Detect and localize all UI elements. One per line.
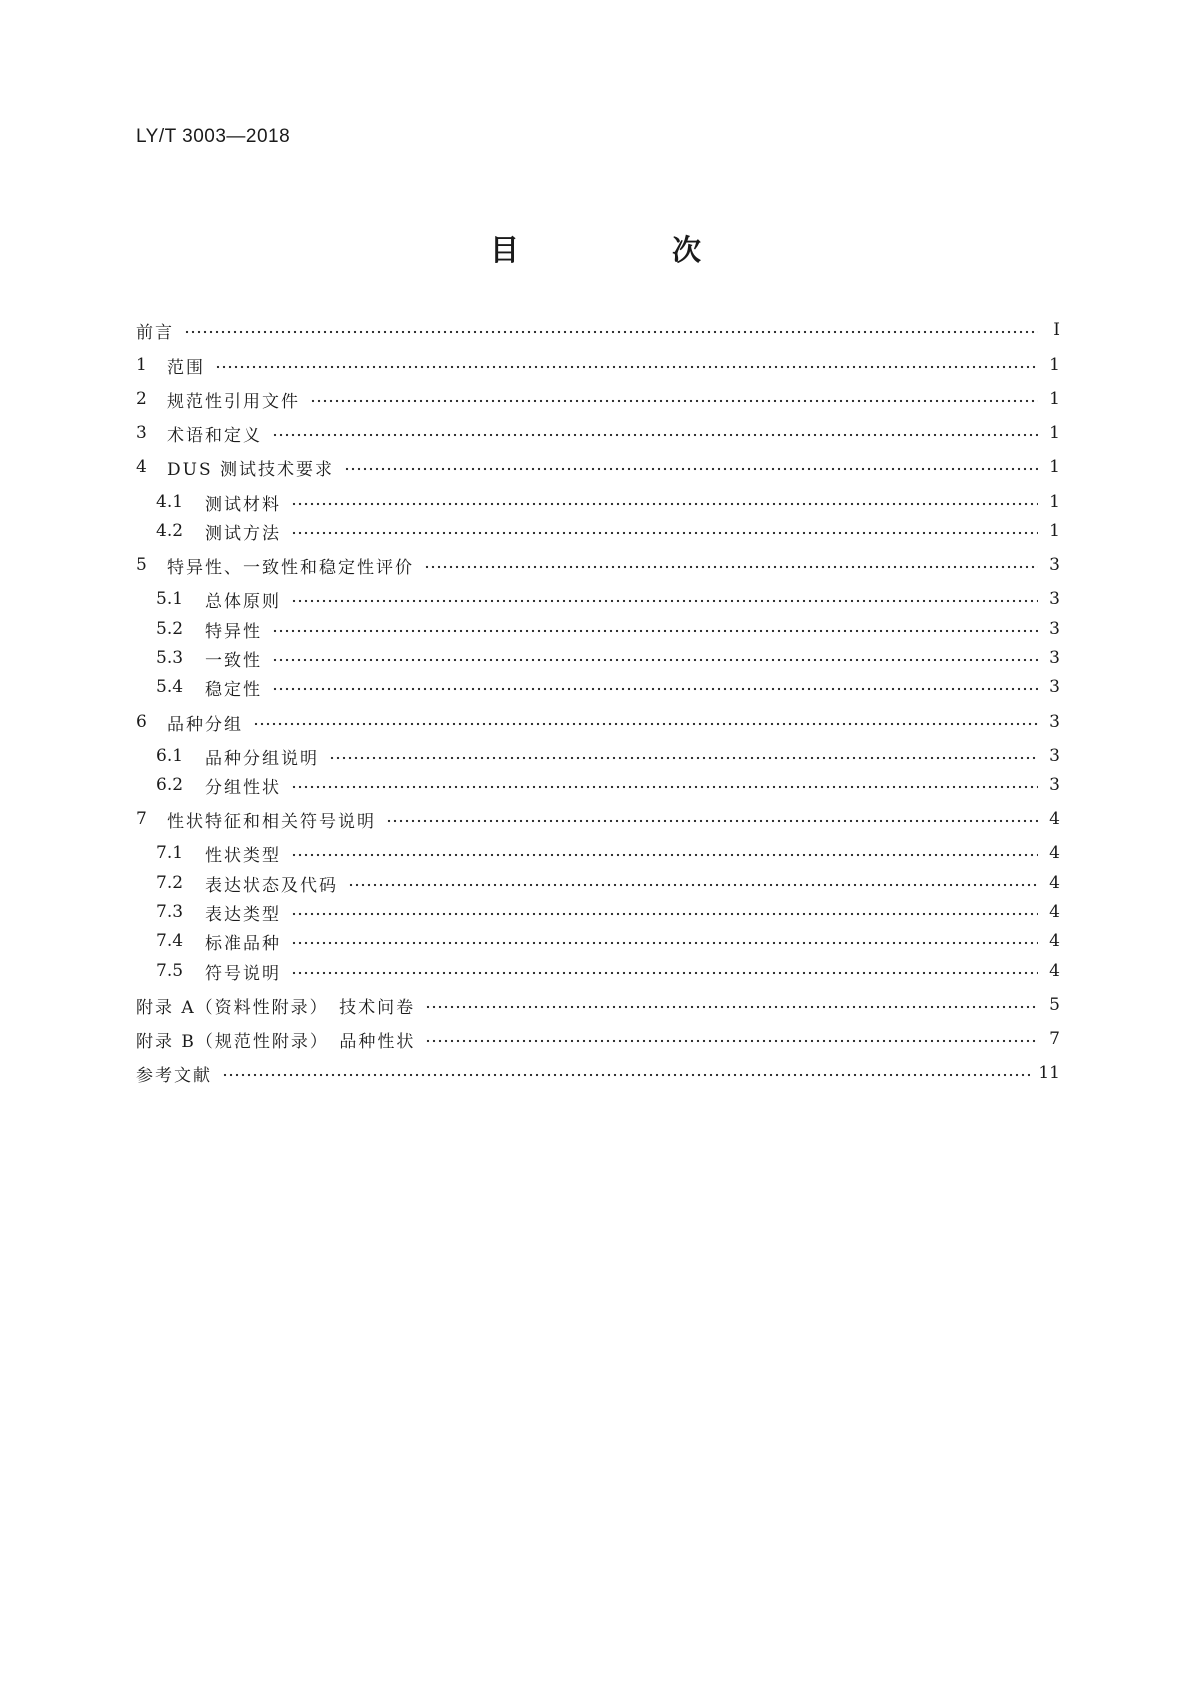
toc-entry-page: 3: [1049, 775, 1060, 795]
toc-entry-page: 3: [1049, 619, 1060, 639]
toc-dot-leader: [291, 849, 1038, 861]
toc-entry-page: 1: [1049, 355, 1060, 375]
toc-dot-leader: [272, 654, 1038, 666]
toc-entry-number: 7.2: [156, 873, 184, 893]
toc-entry-label: 附录 A（资料性附录） 技术问卷: [136, 997, 416, 1018]
toc-entry-label: 测试方法: [205, 523, 281, 544]
toc-entry-label: 分组性状: [205, 777, 281, 798]
toc-entry-number: 6.1: [156, 746, 184, 766]
toc-entry[interactable]: [136, 899, 1060, 925]
toc-entry[interactable]: [136, 454, 1060, 480]
toc-dot-leader: [348, 879, 1038, 891]
toc-entry[interactable]: [136, 317, 1060, 343]
toc-dot-leader: [291, 908, 1038, 920]
toc-dot-leader: [291, 967, 1038, 979]
toc-entry[interactable]: [136, 806, 1060, 832]
toc-entry-page: 4: [1049, 873, 1060, 893]
toc-entry-page: 1: [1049, 423, 1060, 443]
toc-entry-number: 6: [136, 712, 147, 732]
toc-entry-label: DUS 测试技术要求: [167, 459, 335, 480]
toc-entry[interactable]: [136, 992, 1060, 1018]
page-title: 目 次: [489, 233, 763, 267]
toc-entry-label: 特异性: [205, 621, 262, 642]
toc-entry-page: 4: [1049, 961, 1060, 981]
toc-entry-label: 规范性引用文件: [167, 391, 300, 412]
toc-entry-page: 3: [1049, 746, 1060, 766]
toc-entry-page: 1: [1049, 521, 1060, 541]
toc-entry-page: 3: [1049, 712, 1060, 732]
toc-entry[interactable]: [136, 870, 1060, 896]
toc-dot-leader: [291, 937, 1038, 949]
toc-entry[interactable]: [136, 616, 1060, 642]
toc-entry[interactable]: [136, 552, 1060, 578]
toc-entry-page: 3: [1049, 648, 1060, 668]
toc-entry-label: 性状类型: [205, 845, 281, 866]
toc-entry[interactable]: [136, 743, 1060, 769]
toc-entry-number: 7.1: [156, 843, 184, 863]
toc-entry-label: 性状特征和相关符号说明: [167, 811, 376, 832]
toc-entry-page: 5: [1049, 995, 1060, 1015]
toc-entry-page: Ⅰ: [1053, 320, 1060, 340]
toc-entry[interactable]: [136, 518, 1060, 544]
toc-entry[interactable]: [136, 1026, 1060, 1052]
toc-dot-leader: [272, 683, 1038, 695]
toc-entry-number: 5.2: [156, 619, 184, 639]
toc-entry-label: 标准品种: [205, 933, 281, 954]
toc-entry[interactable]: [136, 840, 1060, 866]
toc-dot-leader: [344, 463, 1038, 475]
toc-entry-label: 品种分组: [167, 714, 243, 735]
toc-entry[interactable]: [136, 928, 1060, 954]
toc-entry-number: 5.4: [156, 677, 184, 697]
toc-dot-leader: [222, 1069, 1030, 1081]
toc-entry[interactable]: [136, 645, 1060, 671]
toc-entry-page: 4: [1049, 809, 1060, 829]
toc-dot-leader: [291, 781, 1038, 793]
toc-dot-leader: [425, 1001, 1038, 1013]
toc-entry-label: 测试材料: [205, 494, 281, 515]
toc-entry[interactable]: [136, 386, 1060, 412]
toc-entry-number: 5.3: [156, 648, 184, 668]
toc-entry[interactable]: [136, 489, 1060, 515]
toc-entry[interactable]: [136, 1060, 1060, 1086]
toc-dot-leader: [310, 395, 1038, 407]
toc-entry-label: 表达类型: [205, 904, 281, 925]
toc-entry-number: 7: [136, 809, 147, 829]
toc-dot-leader: [184, 326, 1038, 338]
toc-dot-leader: [272, 429, 1038, 441]
toc-entry-number: 7.3: [156, 902, 184, 922]
toc-dot-leader: [386, 815, 1038, 827]
toc-dot-leader: [291, 498, 1038, 510]
toc-entry-label: 术语和定义: [167, 425, 262, 446]
toc-entry[interactable]: [136, 420, 1060, 446]
toc-entry-number: 1: [136, 355, 147, 375]
toc-entry-label: 表达状态及代码: [205, 875, 338, 896]
toc-dot-leader: [215, 361, 1038, 373]
toc-entry-number: 3: [136, 423, 147, 443]
toc-entry-page: 3: [1049, 589, 1060, 609]
toc-entry-label: 一致性: [205, 650, 262, 671]
toc-dot-leader: [253, 718, 1038, 730]
toc-entry[interactable]: [136, 352, 1060, 378]
toc-entry-label: 总体原则: [205, 591, 281, 612]
toc-entry-page: 1: [1049, 492, 1060, 512]
toc-entry-label: 特异性、一致性和稳定性评价: [167, 557, 414, 578]
toc-entry-page: 1: [1049, 457, 1060, 477]
toc-entry[interactable]: [136, 586, 1060, 612]
toc-entry-page: 11: [1038, 1063, 1060, 1083]
toc-dot-leader: [291, 527, 1038, 539]
toc-dot-leader: [424, 561, 1038, 573]
standard-code: LY/T 3003—2018: [136, 126, 291, 147]
toc-entry-label: 附录 B（规范性附录） 品种性状: [136, 1031, 416, 1052]
toc-entry[interactable]: [136, 674, 1060, 700]
toc-entry-page: 4: [1049, 902, 1060, 922]
toc-entry-number: 4.2: [156, 521, 184, 541]
toc-entry[interactable]: [136, 772, 1060, 798]
toc-entry-page: 3: [1049, 555, 1060, 575]
toc-entry-page: 3: [1049, 677, 1060, 697]
toc-entry-number: 6.2: [156, 775, 184, 795]
toc-entry-number: 4.1: [156, 492, 184, 512]
toc-entry-page: 1: [1049, 389, 1060, 409]
toc-entry[interactable]: [136, 709, 1060, 735]
toc-entry-number: 5: [136, 555, 147, 575]
toc-entry-label: 符号说明: [205, 963, 281, 984]
toc-entry-label: 品种分组说明: [205, 748, 319, 769]
toc-dot-leader: [329, 752, 1038, 764]
toc-entry-label: 前言: [136, 322, 174, 343]
toc-entry[interactable]: [136, 958, 1060, 984]
toc-entry-label: 稳定性: [205, 679, 262, 700]
toc-dot-leader: [291, 595, 1038, 607]
toc-entry-label: 参考文献: [136, 1065, 212, 1086]
toc-entry-number: 7.4: [156, 931, 184, 951]
toc-entry-number: 5.1: [156, 589, 184, 609]
toc-dot-leader: [272, 625, 1038, 637]
toc-dot-leader: [425, 1035, 1038, 1047]
toc-entry-number: 4: [136, 457, 147, 477]
toc-entry-label: 范围: [167, 357, 205, 378]
toc-entry-number: 7.5: [156, 961, 184, 981]
toc-entry-page: 4: [1049, 843, 1060, 863]
toc-entry-page: 4: [1049, 931, 1060, 951]
toc-entry-number: 2: [136, 389, 147, 409]
toc-entry-page: 7: [1049, 1029, 1060, 1049]
